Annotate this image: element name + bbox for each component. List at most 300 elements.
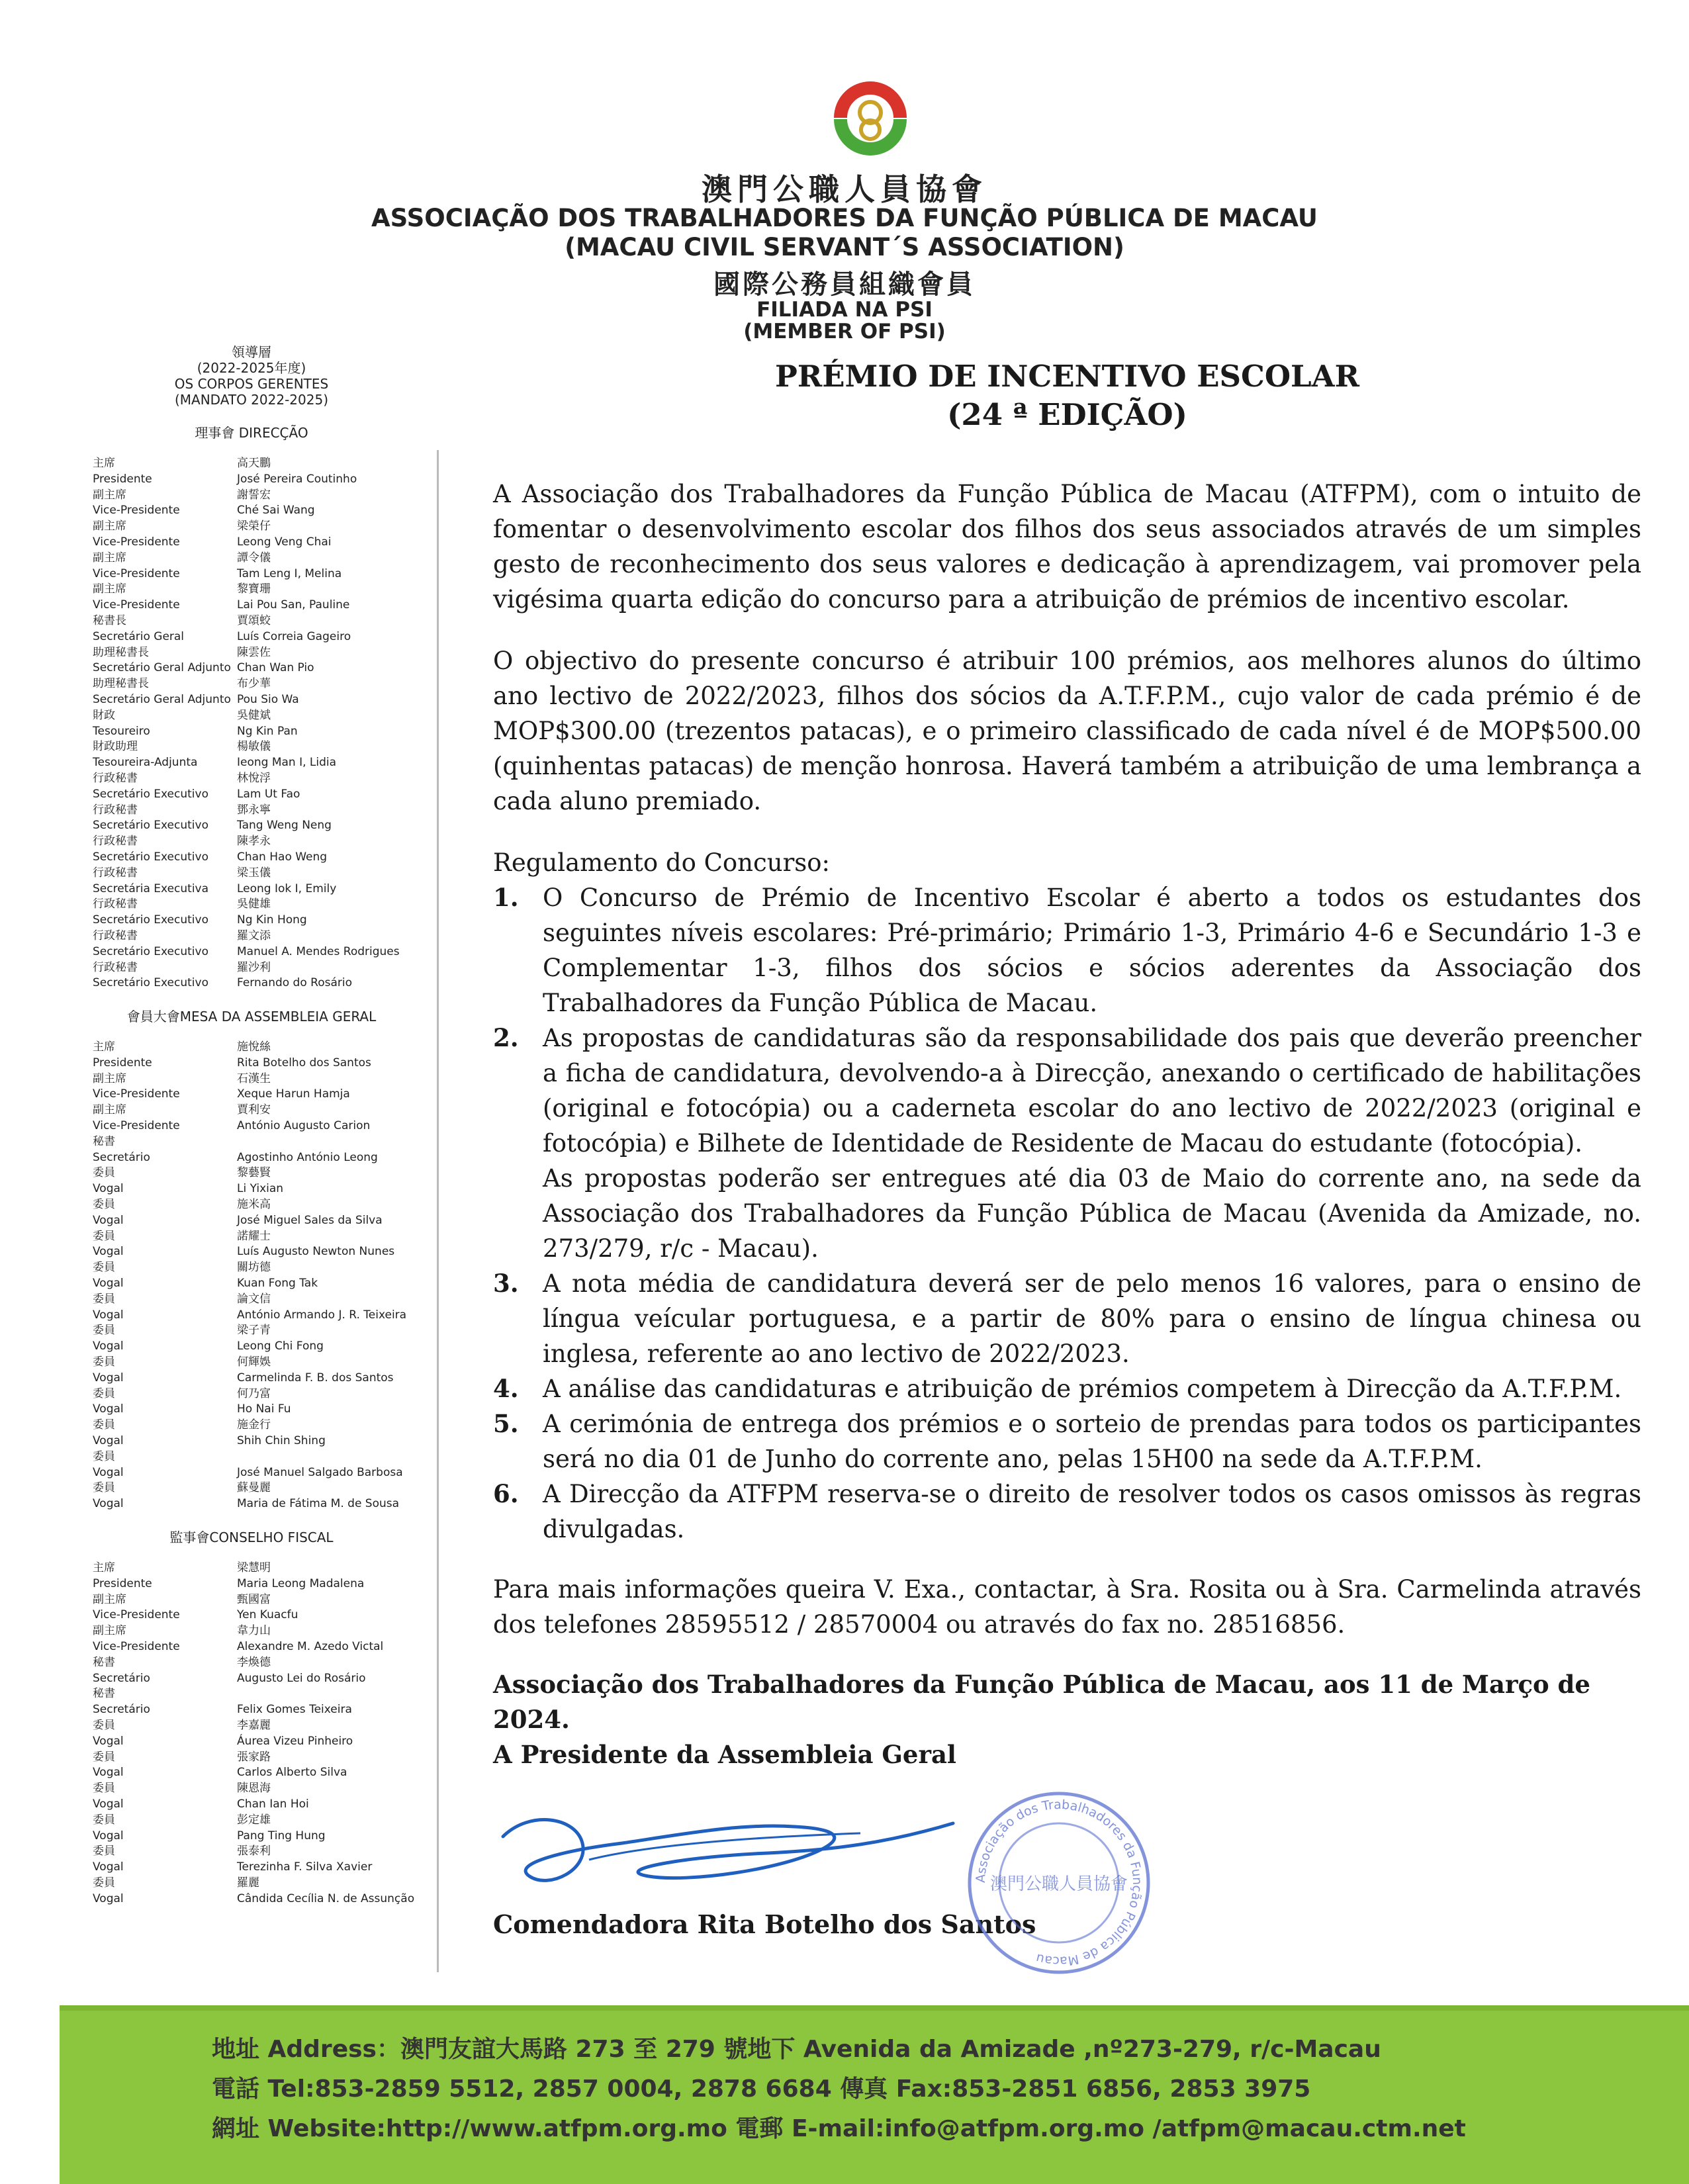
officer-role: 秘書 — [93, 1134, 115, 1148]
officer-row — [93, 535, 437, 551]
officer-role: Vice-Presidente — [93, 1608, 180, 1622]
officer-name: Fernando do Rosário — [237, 976, 352, 990]
officer-name: 羅沙利 — [237, 960, 271, 974]
officer-name: Chan Wan Pio — [237, 661, 314, 675]
officer-name: Yen Kuacfu — [237, 1608, 298, 1622]
officer-name: Carmelinda F. B. dos Santos — [237, 1371, 394, 1385]
officer-role: 委員 — [93, 1876, 115, 1889]
mesa-list — [93, 1040, 437, 1512]
officer-name: Luís Correia Gageiro — [237, 629, 351, 643]
officer-row — [93, 1561, 437, 1576]
officer-role: 委員 — [93, 1750, 115, 1764]
officer-role: 委員 — [93, 1481, 115, 1495]
officer-role: Vogal — [93, 1277, 124, 1291]
officer-name: 李煥德 — [237, 1655, 271, 1669]
officer-role: Secretário Executivo — [93, 787, 208, 801]
governing-bodies-sidebar — [93, 344, 437, 1907]
rule-text: A análise das candidaturas e atribuição de prémios competem à Direcção da A.T.F.P.M. — [543, 1375, 1622, 1403]
officer-row — [93, 1608, 437, 1623]
officer-role: Presidente — [93, 1056, 152, 1069]
rule-text-block — [543, 1266, 1641, 1371]
officer-row — [93, 834, 437, 850]
officer-role: Vogal — [93, 1402, 124, 1416]
footer-phone: 電話 Tel:853-2859 5512, 2857 0004, 2878 6684 傳真 Fax:853-2851 6856, 2853 3975 — [212, 2075, 1311, 2103]
officer-role: Vogal — [93, 1182, 124, 1196]
officer-role: Secretário Geral Adjunto — [93, 661, 231, 675]
svg-text:澳門公職人員協會: 澳門公職人員協會 — [989, 1874, 1128, 1894]
officer-name: Pou Sio Wa — [237, 692, 299, 706]
rule-text: A nota média de candidatura deverá ser de pelo menos 16 valores, para o ensino de língua veícular portuguesa, e a partir de 80% para o ensino de língua chinesa ou inglesa, referente ao ano lectivo de 2022/2023. — [543, 1269, 1641, 1368]
officer-row — [93, 739, 437, 755]
officer-row — [93, 1118, 437, 1134]
officer-row — [93, 519, 437, 535]
officer-name — [237, 1134, 422, 1150]
officer-row — [93, 1213, 437, 1229]
officer-row — [93, 803, 437, 819]
officer-role: 委員 — [93, 1449, 115, 1463]
rule-item — [493, 1371, 1641, 1406]
officer-role: Vogal — [93, 1891, 124, 1905]
officer-row — [93, 1308, 437, 1324]
officer-role: 委員 — [93, 1782, 115, 1796]
officer-row — [93, 472, 437, 488]
officer-role: Tesoureiro — [93, 724, 150, 738]
sidebar-divider — [437, 450, 439, 1972]
handwritten-signature — [490, 1797, 973, 1896]
officer-row — [93, 724, 437, 740]
officer-name: 梁子青 — [237, 1324, 271, 1338]
officer-role: 秘書 — [93, 1687, 115, 1701]
officer-row — [93, 1244, 437, 1260]
officer-name: Lai Pou San, Pauline — [237, 598, 350, 612]
officer-row — [93, 1686, 437, 1702]
officer-row — [93, 567, 437, 582]
officer-row — [93, 866, 437, 882]
officer-role: Secretário Geral — [93, 629, 185, 643]
mesa-title: 會員大會MESA DA ASSEMBLEIA GERAL — [126, 1009, 377, 1025]
officer-row — [93, 1150, 437, 1166]
officer-role: 主席 — [93, 1040, 115, 1054]
officer-name: 賈利安 — [237, 1103, 271, 1117]
officer-row — [93, 660, 437, 676]
officer-role: Vogal — [93, 1340, 124, 1353]
officer-name: 林悅浮 — [237, 771, 271, 785]
officer-name: Tam Leng I, Melina — [237, 567, 342, 580]
rule-text: A cerimónia de entrega dos prémios e o sorteio de prendas para todos os participantes será no dia 01 de Junho do corrente ano, pelas 15H00 na sede da A.T.F.P.M. — [543, 1410, 1641, 1473]
officer-role: Secretário — [93, 1671, 150, 1685]
officer-name: 韋力山 — [237, 1624, 271, 1638]
officer-role: 副主席 — [93, 1624, 126, 1638]
officer-role: Secretário Executivo — [93, 976, 208, 990]
officer-role: 委員 — [93, 1387, 115, 1400]
officer-role: Vice-Presidente — [93, 535, 180, 549]
officer-role: 委員 — [93, 1229, 115, 1243]
intro-paragraph: A Associação dos Trabalhadores da Função Pública de Macau (ATFPM), com o intuito de fomentar o desenvolvimento escolar dos filhos dos seus associados através de um simples gesto de reconhecimento dos seus valores e dedicação à aprendizagem, vai promover pela vigésima quarta edição do concurso para a atribuição de prémios de incentivo escolar. — [493, 480, 1641, 614]
officer-role: Secretário Executivo — [93, 944, 208, 958]
signer-name: Comendadora Rita Botelho dos Santos — [493, 1909, 1036, 1939]
officer-role: Vogal — [93, 1308, 124, 1322]
sidebar-head-mandate: (MANDATO 2022-2025) — [174, 392, 328, 408]
officer-row — [93, 1087, 437, 1103]
officer-row — [93, 1844, 437, 1860]
rule-item — [493, 1021, 1641, 1266]
officer-name: Agostinho António Leong — [237, 1150, 378, 1164]
rules-title: Regulamento do Concurso: — [493, 848, 830, 877]
officer-row — [93, 1276, 437, 1292]
officer-name: 梁玉儀 — [237, 866, 271, 880]
officer-name: 梁慧明 — [237, 1561, 271, 1574]
officer-name: Alexandre M. Azedo Victal — [237, 1639, 384, 1653]
officer-name: Ng Kin Hong — [237, 913, 307, 927]
officer-role: Secretário Executivo — [93, 913, 208, 927]
officer-role: Secretário Geral Adjunto — [93, 692, 231, 706]
officer-name: Leong Veng Chai — [237, 535, 332, 549]
officer-name: Chan Hao Weng — [237, 850, 328, 864]
officer-role: 副主席 — [93, 520, 126, 533]
officer-row — [93, 882, 437, 897]
header-psi-en: (MEMBER OF PSI) — [743, 320, 946, 343]
officer-role: 行政秘書 — [93, 897, 138, 911]
officer-name: Rita Botelho dos Santos — [237, 1056, 371, 1069]
officer-name: Carlos Alberto Silva — [237, 1766, 347, 1780]
officer-role: Tesoureira-Adjunta — [93, 756, 198, 770]
officer-role: Vogal — [93, 1766, 124, 1780]
officer-name: 譚令儀 — [237, 551, 271, 565]
officer-name: Maria de Fátima M. de Sousa — [237, 1497, 400, 1511]
officer-name: 論文信 — [237, 1292, 271, 1306]
officer-name: 鄧永寧 — [237, 803, 271, 817]
officer-row — [93, 1260, 437, 1276]
officer-name: Terezinha F. Silva Xavier — [237, 1860, 373, 1874]
officer-name: Maria Leong Madalena — [237, 1576, 365, 1590]
officer-role: 秘書長 — [93, 614, 126, 627]
officer-name: 楊敏儀 — [237, 740, 271, 754]
officer-row — [93, 960, 437, 976]
officer-name: Li Yixian — [237, 1182, 284, 1196]
rule-number: 6. — [493, 1479, 519, 1508]
officer-row — [93, 1813, 437, 1829]
officer-name: Shih Chin Shing — [237, 1434, 326, 1448]
officer-role: Vogal — [93, 1245, 124, 1259]
sidebar-head-pt: OS CORPOS GERENTES — [174, 376, 329, 392]
officer-row — [93, 551, 437, 567]
officer-role: 委員 — [93, 1198, 115, 1212]
officer-name: José Manuel Salgado Barbosa — [237, 1465, 403, 1479]
officer-name: José Miguel Sales da Silva — [237, 1213, 383, 1227]
officer-row — [93, 1480, 437, 1496]
rule-text: A Direcção da ATFPM reserva-se o direito de resolver todos os casos omissos às regras divulgadas. — [543, 1480, 1641, 1543]
officer-row — [93, 1860, 437, 1876]
officer-name: 張泰利 — [237, 1844, 271, 1858]
officer-name: Leong Chi Fong — [237, 1340, 324, 1353]
sidebar-head-years: (2022-2025年度) — [197, 360, 306, 376]
officer-row — [93, 1702, 437, 1718]
officer-role: 助理秘書長 — [93, 645, 149, 659]
objective-paragraph: O objectivo do presente concurso é atribuir 100 prémios, aos melhores alunos do último ano lectivo de 2022/2023, filhos dos sócios da A.T.F.P.M., cujo valor de cada prémio é de MOP$300.00 (trezentos patacas), e o primeiro classificado de cada nível é de MOP$500.00 (quinhentas patacas) de menção honrosa. Haverá também a atribuição de uma lembrança a cada aluno premiado. — [493, 647, 1641, 815]
officer-row — [93, 850, 437, 866]
officer-row — [93, 1339, 437, 1355]
officer-name: 黎藝賢 — [237, 1166, 271, 1180]
officer-row — [93, 1103, 437, 1118]
officer-role: Secretária Executiva — [93, 882, 209, 895]
officer-row — [93, 755, 437, 771]
officer-row — [93, 913, 437, 929]
officer-role: 主席 — [93, 1561, 115, 1574]
footer-address: 地址 Address：澳門友誼大馬路 273 至 279 號地下 Avenida da Amizade ,nº273-279, r/c-Macau — [212, 2036, 1381, 2063]
officer-name: António Augusto Carion — [237, 1119, 371, 1133]
info-paragraph: Para mais informações queira V. Exa., contactar, à Sra. Rosita ou à Sra. Carmelinda através dos telefones 28595512 / 28570004 ou através do fax no. 28516856. — [493, 1575, 1641, 1639]
officer-name: 吳健斌 — [237, 708, 271, 722]
officer-name: 謝誓宏 — [237, 488, 271, 502]
officer-row — [93, 614, 437, 629]
officer-row — [93, 1402, 437, 1418]
officer-role: 委員 — [93, 1261, 115, 1275]
officer-role: Vogal — [93, 1497, 124, 1511]
officer-role: Vice-Presidente — [93, 567, 180, 580]
rule-number: 3. — [493, 1269, 519, 1298]
officer-role: 委員 — [93, 1355, 115, 1369]
officer-name: 陳恩海 — [237, 1782, 271, 1796]
officer-row — [93, 1371, 437, 1387]
rule-text-block — [543, 1406, 1641, 1477]
officer-name: 賈頌蛟 — [237, 614, 271, 627]
officer-name: Kuan Fong Tak — [237, 1277, 318, 1291]
officer-role: Vogal — [93, 1860, 124, 1874]
officer-role: 秘書 — [93, 1655, 115, 1669]
officer-name: Pang Ting Hung — [237, 1829, 326, 1843]
officer-role: Presidente — [93, 472, 152, 486]
officer-name: 吳健雄 — [237, 897, 271, 911]
officer-name: 施米高 — [237, 1198, 271, 1212]
officer-row — [93, 1465, 437, 1481]
officer-name: 羅麗 — [237, 1876, 259, 1889]
officer-role: 副主席 — [93, 551, 126, 565]
officer-name: Luís Augusto Newton Nunes — [237, 1245, 395, 1259]
officer-row — [93, 582, 437, 598]
closing-place-date: Associação dos Trabalhadores da Função Pública de Macau, aos 11 de Março de 2024. — [493, 1670, 1590, 1734]
officer-role: Vogal — [93, 1797, 124, 1811]
officer-row — [93, 629, 437, 645]
officer-row — [93, 1765, 437, 1781]
officer-row — [93, 488, 437, 504]
officer-name: 羅文添 — [237, 929, 271, 942]
rule-number: 4. — [493, 1374, 519, 1403]
officer-role: Presidente — [93, 1576, 152, 1590]
officer-role: 行政秘書 — [93, 835, 138, 848]
officer-role: 副主席 — [93, 1592, 126, 1606]
officer-role: Vice-Presidente — [93, 598, 180, 612]
officer-name: 諾耀士 — [237, 1229, 271, 1243]
officer-name — [237, 1449, 422, 1465]
officer-row — [93, 503, 437, 519]
officer-name: Cândida Cecília N. de Assunção — [237, 1891, 415, 1905]
officer-name: Ng Kin Pan — [237, 724, 298, 738]
officer-name: 何輝娛 — [237, 1355, 271, 1369]
officer-name: 高天鵬 — [237, 457, 271, 470]
closing-role: A Presidente da Assembleia Geral — [493, 1740, 956, 1769]
officer-name: Augusto Lei do Rosário — [237, 1671, 366, 1685]
officer-role: Secretário Executivo — [93, 850, 208, 864]
officer-row — [93, 1071, 437, 1087]
officer-row — [93, 1734, 437, 1750]
officer-name: 石漢生 — [237, 1071, 271, 1085]
officer-name: Xeque Harun Hamja — [237, 1087, 350, 1101]
rule-text-block — [543, 1021, 1641, 1266]
rule-text: O Concurso de Prémio de Incentivo Escolar é aberto a todos os estudantes dos seguintes níveis escolares: Pré-primário; Primário 1-3, Primário 4-6 e Secundário 1-3 e Complementar 1-3, filhos dos sócios e sócios aderentes da Associação dos Trabalhadores da Função Pública de Macau. — [543, 884, 1641, 1017]
association-seal — [963, 1787, 1155, 1979]
officer-name: 布少華 — [237, 677, 271, 691]
officer-row — [93, 1387, 437, 1402]
rule-text-block — [543, 880, 1641, 1021]
officer-role: 財政助理 — [93, 740, 138, 754]
document-title: PRÉMIO DE INCENTIVO ESCOLAR — [775, 359, 1359, 394]
officer-role: 行政秘書 — [93, 771, 138, 785]
officer-row — [93, 676, 437, 692]
officer-role: 委員 — [93, 1324, 115, 1338]
officer-row — [93, 1181, 437, 1197]
officer-row — [93, 1718, 437, 1734]
officer-row — [93, 1449, 437, 1465]
officer-role: Vogal — [93, 1371, 124, 1385]
officer-row — [93, 1056, 437, 1071]
officer-row — [93, 1592, 437, 1608]
officer-name: 陳孝永 — [237, 835, 271, 848]
officer-name: Ché Sai Wang — [237, 504, 315, 518]
officer-row — [93, 456, 437, 472]
officer-role: 委員 — [93, 1292, 115, 1306]
rule-text-block — [543, 1477, 1641, 1547]
officer-row — [93, 1355, 437, 1371]
header-english-name: (MACAU CIVIL SERVANT´S ASSOCIATION) — [565, 233, 1124, 261]
officer-name — [237, 1686, 422, 1702]
rule-item — [493, 1406, 1641, 1477]
officer-role: Secretário Executivo — [93, 819, 208, 833]
rule-item — [493, 1477, 1641, 1547]
officer-row — [93, 1797, 437, 1813]
officer-row — [93, 1750, 437, 1766]
officer-role: Vogal — [93, 1465, 124, 1479]
officer-row — [93, 1781, 437, 1797]
officer-name: 施金行 — [237, 1418, 271, 1432]
header-psi-pt: FILIADA NA PSI — [756, 298, 933, 322]
officer-name: 陳雲佐 — [237, 645, 271, 659]
officer-name: 黎寶珊 — [237, 582, 271, 596]
officer-row — [93, 818, 437, 834]
officer-role: 委員 — [93, 1166, 115, 1180]
header-portuguese-name: ASSOCIAÇÃO DOS TRABALHADORES DA FUNÇÃO PÚBLICA DE MACAU — [371, 204, 1318, 232]
officer-name: 施悅絲 — [237, 1040, 271, 1054]
officer-role: 委員 — [93, 1813, 115, 1827]
officer-row — [93, 1134, 437, 1150]
header-chinese-member: 國際公務員組織會員 — [713, 269, 976, 300]
officer-row — [93, 929, 437, 944]
rule-item — [493, 880, 1641, 1021]
officer-name: Leong Iok I, Emily — [237, 882, 337, 895]
officer-role: 行政秘書 — [93, 866, 138, 880]
officer-row — [93, 645, 437, 661]
officer-row — [93, 1891, 437, 1907]
officer-row — [93, 598, 437, 614]
officer-row — [93, 976, 437, 991]
officer-row — [93, 787, 437, 803]
officer-name: Ho Nai Fu — [237, 1402, 291, 1416]
rules-list — [493, 880, 1641, 1547]
officer-row — [93, 1165, 437, 1181]
officer-row — [93, 1655, 437, 1671]
officer-role: 財政 — [93, 708, 115, 722]
officer-row — [93, 1623, 437, 1639]
officer-role: 行政秘書 — [93, 929, 138, 942]
sidebar-head-cn: 領導層 — [232, 344, 271, 360]
officer-role: 行政秘書 — [93, 803, 138, 817]
officer-name: 蘇曼麗 — [237, 1481, 271, 1495]
officer-role: 行政秘書 — [93, 960, 138, 974]
header-chinese-name: 澳門公職人員協會 — [702, 171, 987, 207]
rule-number: 5. — [493, 1409, 519, 1438]
officer-role: Vogal — [93, 1213, 124, 1227]
officer-role: Vice-Presidente — [93, 1119, 180, 1133]
rule-text: As propostas de candidaturas são da responsabilidade dos pais que deverão preencher a ficha de candidatura, devolvendo-a à Direcção, anexando o certificado de habilitações (original e fotocópia) ou a caderneta escolar do ano lectivo de 2022/2023 (original e fotocópia) e Bilhete de Identidade de Residente de Macau do estudante (fotocópia). — [543, 1024, 1641, 1158]
officer-row — [93, 1496, 437, 1512]
direccao-title: 理事會 DIRECÇÃO — [195, 425, 308, 441]
officer-name: 張家路 — [237, 1750, 271, 1764]
svg-text:Associação dos Trabalhadores d: Associação dos Trabalhadores da Função Pública de Macau — [973, 1797, 1145, 1969]
officer-role: 委員 — [93, 1418, 115, 1432]
officer-row — [93, 771, 437, 787]
officer-role: 委員 — [93, 1844, 115, 1858]
officer-role: Secretário — [93, 1703, 150, 1717]
officer-name: 李嘉麗 — [237, 1718, 271, 1732]
officer-name: António Armando J. R. Teixeira — [237, 1308, 407, 1322]
officer-row — [93, 1433, 437, 1449]
officer-name: Felix Gomes Teixeira — [237, 1703, 352, 1717]
fiscal-list — [93, 1561, 437, 1907]
officer-role: Secretário — [93, 1150, 150, 1164]
officer-row — [93, 944, 437, 960]
officer-role: Vogal — [93, 1434, 124, 1448]
footer-web: 網址 Website:http://www.atfpm.org.mo 電郵 E-mail:info@atfpm.org.mo /atfpm@macau.ctm.net — [212, 2115, 1466, 2142]
officer-row — [93, 1323, 437, 1339]
officer-role: Vice-Presidente — [93, 1639, 180, 1653]
officer-role: 副主席 — [93, 582, 126, 596]
officer-name: Manuel A. Mendes Rodrigues — [237, 944, 400, 958]
officer-name: José Pereira Coutinho — [237, 472, 357, 486]
rule-item — [493, 1266, 1641, 1371]
officer-row — [93, 1229, 437, 1245]
officer-row — [93, 692, 437, 708]
rule-number: 2. — [493, 1023, 519, 1052]
officer-row — [93, 1671, 437, 1687]
officer-name: 彭定雄 — [237, 1813, 271, 1827]
officer-row — [93, 1197, 437, 1213]
rule-number: 1. — [493, 883, 519, 912]
direccao-list — [93, 456, 437, 991]
officer-role: 助理秘書長 — [93, 677, 149, 691]
officer-name: 甄國富 — [237, 1592, 271, 1606]
officer-row — [93, 1040, 437, 1056]
rule-text-block — [543, 1371, 1641, 1406]
officer-row — [93, 1418, 437, 1433]
officer-role: Vice-Presidente — [93, 504, 180, 518]
officer-role: 主席 — [93, 457, 115, 470]
officer-role: 副主席 — [93, 1071, 126, 1085]
officer-row — [93, 1829, 437, 1844]
officer-name: Chan Ian Hoi — [237, 1797, 309, 1811]
officer-name: 關坊德 — [237, 1261, 271, 1275]
officer-row — [93, 1876, 437, 1891]
rule-extra-text: As propostas poderão ser entregues até dia 03 de Maio do corrente ano, na sede da Associação dos Trabalhadores da Função Pública de Macau (Avenida da Amizade, no. 273/279, r/c - Macau). — [543, 1164, 1641, 1263]
footer-top-bar — [60, 2005, 1689, 2011]
